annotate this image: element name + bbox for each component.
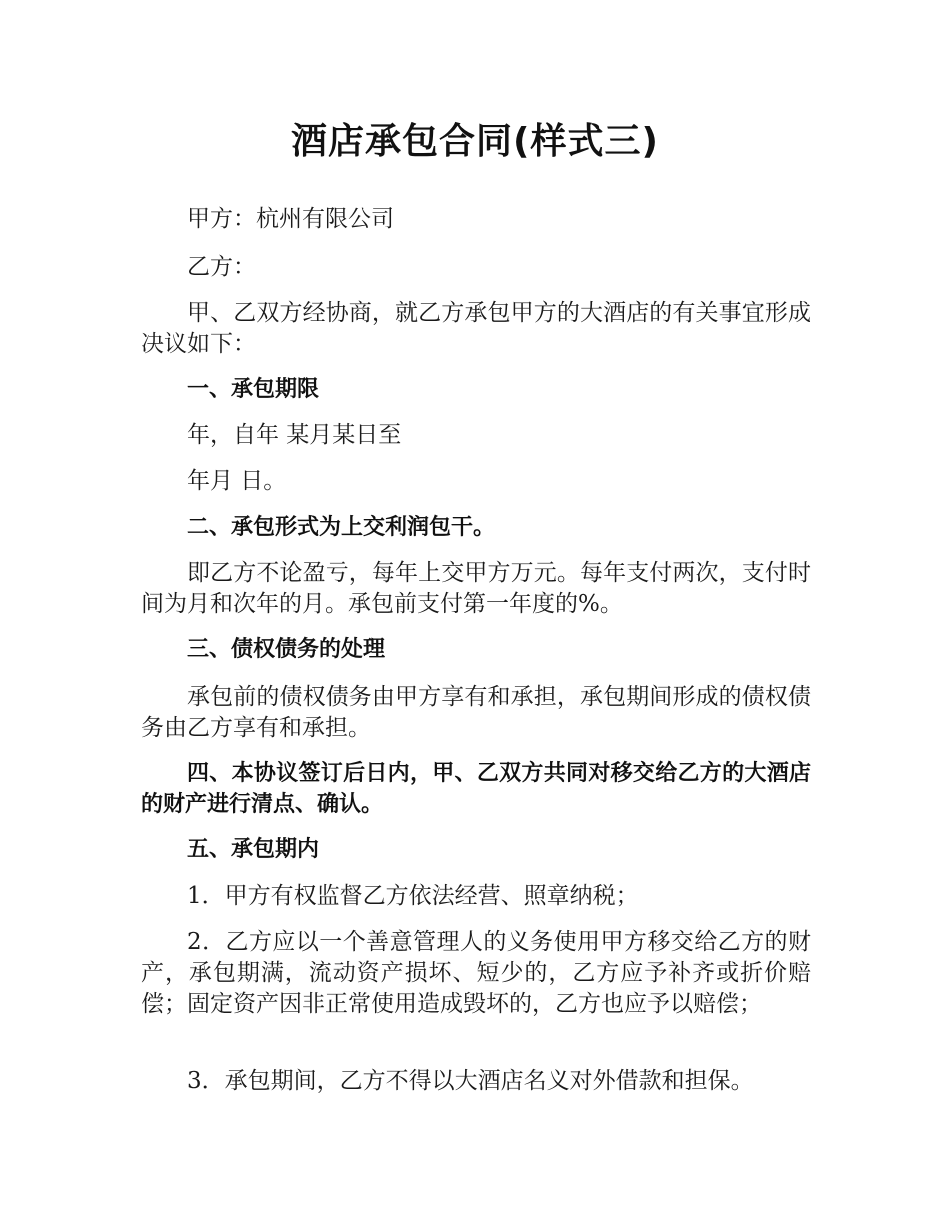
section-heading-1: 一、承包期限 — [187, 377, 320, 402]
clause-item-2: 2．乙方应以一个善意管理人的义务使用甲方移交给乙方的财产，承包期满，流动资产损坏、短少的，乙方应予补齐或折价赔偿；固定资产因非正常使用造成毁坏的，乙方也应予以赔偿； — [141, 929, 811, 1017]
term-line-2: 年月 日。 — [187, 468, 287, 494]
section-heading-2: 二、承包形式为上交利润包干。 — [187, 515, 496, 540]
debt-paragraph: 承包前的债权债务由甲方享有和承担，承包期间形成的债权债务由乙方享有和承担。 — [141, 684, 811, 741]
section-heading-3: 三、债权债务的处理 — [187, 637, 386, 662]
term-line-1: 年，自年 某月某日至 — [187, 422, 402, 448]
section-heading-5: 五、承包期内 — [187, 837, 320, 862]
party-a-line: 甲方：杭州有限公司 — [187, 206, 394, 232]
payment-paragraph: 即乙方不论盈亏，每年上交甲方万元。每年支付两次，支付时间为月和次年的月。承包前支付第一年度的%。 — [141, 560, 811, 617]
document-title: 酒店承包合同(样式三) — [291, 121, 659, 162]
section-heading-4: 四、本协议签订后日内，甲、乙双方共同对移交给乙方的大酒店的财产进行清点、确认。 — [141, 761, 811, 817]
party-b-line: 乙方： — [187, 254, 256, 280]
clause-item-1: 1．甲方有权监督乙方依法经营、照章纳税； — [187, 883, 639, 909]
clause-item-3: 3．承包期间，乙方不得以大酒店名义对外借款和担保。 — [187, 1068, 754, 1094]
intro-paragraph: 甲、乙双方经协商，就乙方承包甲方的大酒店的有关事宜形成决议如下： — [141, 300, 811, 357]
